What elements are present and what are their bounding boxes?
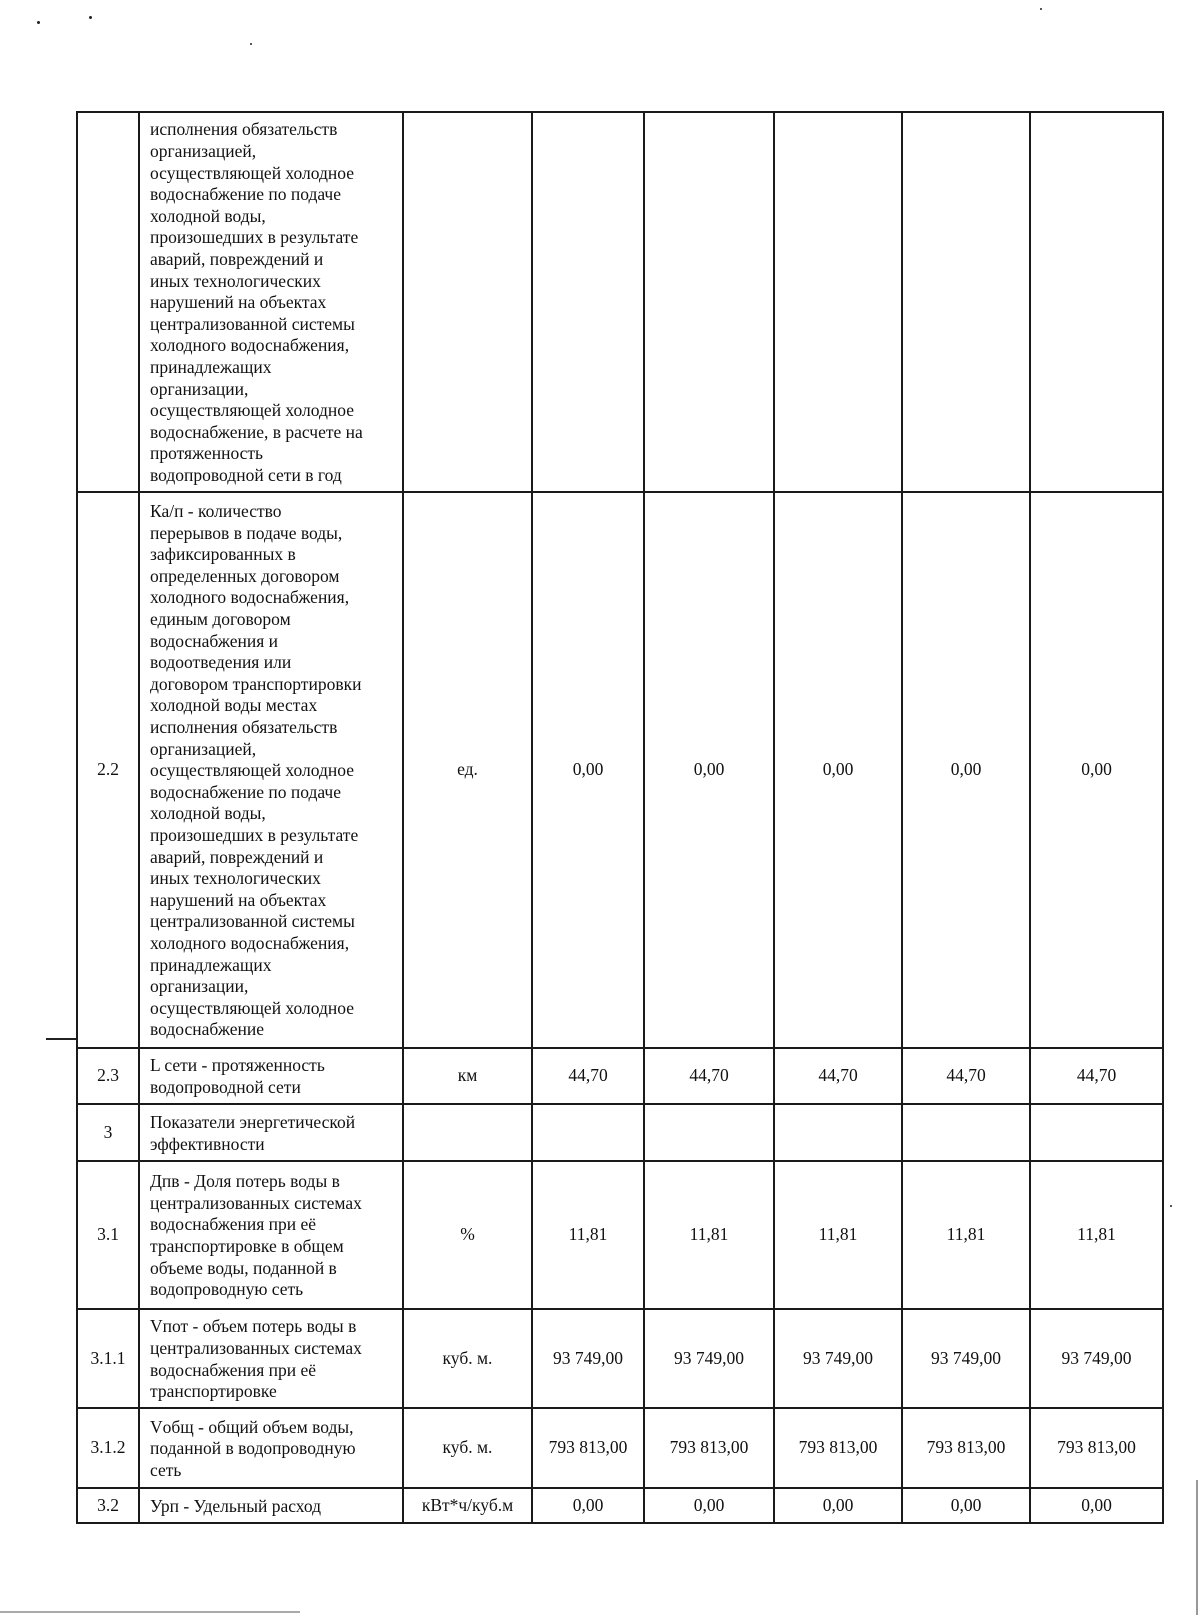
unit-cell	[403, 112, 532, 492]
value-cell: 93 749,00	[1030, 1309, 1163, 1408]
row-number: 2.2	[77, 492, 139, 1048]
scan-speck	[250, 43, 252, 45]
table-row	[77, 1048, 1163, 1104]
indicators-table	[76, 111, 1164, 1524]
table-row	[77, 112, 1163, 492]
value-cell: 11,81	[532, 1161, 644, 1309]
row-number: 3.1.2	[77, 1408, 139, 1488]
scan-speck	[1040, 8, 1042, 10]
scan-edge-bottom	[0, 1611, 300, 1613]
value-cell	[902, 1104, 1030, 1161]
value-cell: 793 813,00	[644, 1408, 774, 1488]
value-cell: 0,00	[644, 492, 774, 1048]
value-cell: 0,00	[644, 1488, 774, 1523]
indicator-description: Vпот - объем потерь воды в централизованных системах водоснабжения при её транспортировке	[139, 1309, 403, 1408]
row-number: 3.2	[77, 1488, 139, 1523]
table-row	[77, 1408, 1163, 1488]
unit-cell: куб. м.	[403, 1408, 532, 1488]
value-cell: 11,81	[902, 1161, 1030, 1309]
row-number: 3	[77, 1104, 139, 1161]
value-cell: 793 813,00	[532, 1408, 644, 1488]
value-cell: 93 749,00	[532, 1309, 644, 1408]
value-cell: 0,00	[532, 1488, 644, 1523]
table-row	[77, 1309, 1163, 1408]
value-cell: 93 749,00	[902, 1309, 1030, 1408]
scan-speck	[1170, 1205, 1172, 1207]
value-cell	[902, 112, 1030, 492]
scan-edge	[1196, 1480, 1198, 1615]
unit-cell: куб. м.	[403, 1309, 532, 1408]
value-cell	[1030, 112, 1163, 492]
table-row	[77, 1488, 1163, 1523]
value-cell: 0,00	[902, 1488, 1030, 1523]
value-cell: 44,70	[532, 1048, 644, 1104]
indicator-description: Урп - Удельный расход	[139, 1488, 403, 1523]
value-cell	[644, 112, 774, 492]
row-number: 3.1	[77, 1161, 139, 1309]
unit-cell	[403, 1104, 532, 1161]
value-cell: 0,00	[1030, 492, 1163, 1048]
value-cell	[774, 112, 902, 492]
value-cell: 793 813,00	[1030, 1408, 1163, 1488]
value-cell: 793 813,00	[902, 1408, 1030, 1488]
table-row	[77, 1104, 1163, 1161]
scan-speck	[89, 16, 92, 19]
table-row	[77, 1161, 1163, 1309]
value-cell	[532, 112, 644, 492]
indicator-description: Vобщ - общий объем воды, поданной в водопроводную сеть	[139, 1408, 403, 1488]
value-cell: 0,00	[1030, 1488, 1163, 1523]
value-cell: 0,00	[902, 492, 1030, 1048]
unit-cell: ед.	[403, 492, 532, 1048]
value-cell: 44,70	[774, 1048, 902, 1104]
value-cell: 11,81	[774, 1161, 902, 1309]
value-cell: 0,00	[532, 492, 644, 1048]
unit-cell: %	[403, 1161, 532, 1309]
value-cell: 44,70	[644, 1048, 774, 1104]
indicator-description: исполнения обязательств организацией, осуществляющей холодное водоснабжение по подаче холодной воды, произошедших в результате аварий, повреждений и иных технологических нарушений на объектах централизованной системы холодного водоснабжения, принадлежащих организации, осуществляющей холодное водоснабжение, в расчете на протяженность водопроводной сети в год	[139, 112, 403, 492]
margin-mark	[46, 1038, 76, 1040]
value-cell	[774, 1104, 902, 1161]
row-number: 2.3	[77, 1048, 139, 1104]
indicator-description: Показатели энергетической эффективности	[139, 1104, 403, 1161]
value-cell: 11,81	[1030, 1161, 1163, 1309]
indicator-description: L сети - протяженность водопроводной сети	[139, 1048, 403, 1104]
table-row	[77, 492, 1163, 1048]
indicator-description: Дпв - Доля потерь воды в централизованных системах водоснабжения при её транспортировке в общем объеме воды, поданной в водопроводную сеть	[139, 1161, 403, 1309]
unit-cell: км	[403, 1048, 532, 1104]
row-number	[77, 112, 139, 492]
value-cell: 793 813,00	[774, 1408, 902, 1488]
indicator-description: Ка/п - количество перерывов в подаче воды, зафиксированных в определенных договором холодного водоснабжения, единым договором водоснабжения и водоотведения или договором транспортировки холодной воды местах исполнения обязательств организацией, осуществляющей холодное водоснабжение по подаче холодной воды, произошедших в результате аварий, повреждений и иных технологических нарушений на объектах централизованной системы холодного водоснабжения, принадлежащих организации, осуществляющей холодное водоснабжение	[139, 492, 403, 1048]
value-cell	[532, 1104, 644, 1161]
value-cell: 93 749,00	[644, 1309, 774, 1408]
scan-speck	[37, 21, 40, 24]
value-cell: 0,00	[774, 1488, 902, 1523]
value-cell: 11,81	[644, 1161, 774, 1309]
value-cell	[644, 1104, 774, 1161]
value-cell: 0,00	[774, 492, 902, 1048]
unit-cell: кВт*ч/куб.м	[403, 1488, 532, 1523]
value-cell: 93 749,00	[774, 1309, 902, 1408]
row-number: 3.1.1	[77, 1309, 139, 1408]
value-cell: 44,70	[1030, 1048, 1163, 1104]
value-cell: 44,70	[902, 1048, 1030, 1104]
value-cell	[1030, 1104, 1163, 1161]
